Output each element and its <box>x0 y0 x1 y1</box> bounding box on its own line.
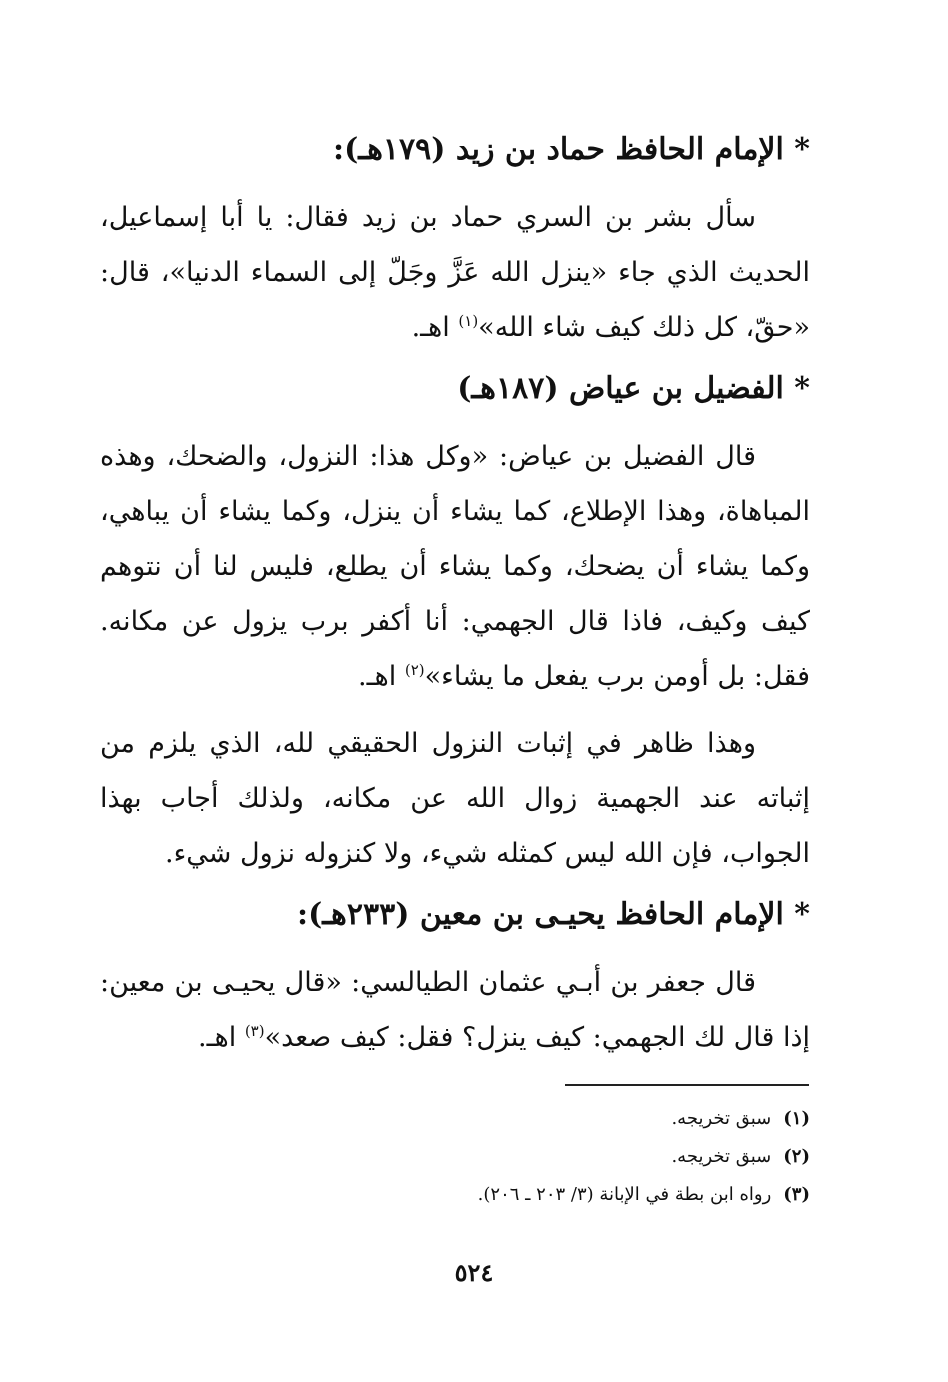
paragraph-text: سأل بشر بن السري حماد بن زيد فقال: يا أبا إسماعيل، الحديث الذي جاء «ينزل الله عَزَّ وجَلّ إلى السماء الدنيا»، قال: «حقّ، كل ذلك كيف شاء الله» <box>100 202 810 343</box>
paragraph <box>100 190 810 355</box>
footnotes <box>290 1100 810 1214</box>
section-heading: * الفضيل بن عياض (١٨٧هـ) <box>457 371 810 406</box>
section-yahya <box>100 893 810 1065</box>
paragraph <box>100 955 810 1065</box>
section-fudayl <box>100 367 810 881</box>
footnote-ref[interactable]: (٢) <box>404 661 425 679</box>
paragraph-text: قال الفضيل بن عياض: «وكل هذا: النزول، والضحك، وهذه المباهاة، وهذا الإطلاع، كما يشاء أن ينزل، وكما يشاء أن يباهي، وكما يشاء أن يضحك، وكما يشاء أن يطلع، فليس لنا أن نتوهم كيف وكيف، فاذا قال الجهمي: أنا أكفر برب يزول عن مكانه. فقل: بل أومن برب يفعل ما يشاء» <box>100 441 810 692</box>
footnote-item <box>290 1176 810 1214</box>
paragraph-tail: اهـ. <box>197 1022 245 1053</box>
paragraph-tail: اهـ. <box>358 661 405 692</box>
paragraph-tail: اهـ. <box>411 312 459 343</box>
page-number: ٥٢٤ <box>454 1258 494 1287</box>
section-heading: * الإمام الحافظ يحيـى بن معين (٢٣٣هـ): <box>297 897 810 932</box>
footnote-text: رواه ابن بطة في الإبانة (٣/ ٢٠٣ ـ ٢٠٦). <box>477 1184 772 1205</box>
section-heading: * الإمام الحافظ حماد بن زيد (١٧٩هـ): <box>333 132 810 167</box>
paragraph <box>100 716 810 881</box>
paragraph <box>100 429 810 704</box>
footnote-number: (١) <box>783 1108 810 1129</box>
footnote-number: (٢) <box>783 1146 810 1167</box>
footnote-separator <box>565 1084 809 1086</box>
paragraph-text: وهذا ظاهر في إثبات النزول الحقيقي لله، الذي يلزم من إثباته عند الجهمية زوال الله عن مكانه، ولذلك أجاب بهذا الجواب، فإن الله ليس كمثله شيء، ولا كنزوله نزول شيء. <box>100 728 810 869</box>
footnote-text: سبق تخريجه. <box>671 1108 772 1129</box>
footnote-number: (٣) <box>783 1184 810 1205</box>
section-hammad <box>100 128 810 355</box>
footnote-text: سبق تخريجه. <box>671 1146 772 1167</box>
footnote-ref[interactable]: (١) <box>458 312 479 330</box>
footnote-item <box>290 1100 810 1138</box>
footnote-ref[interactable]: (٣) <box>244 1022 265 1040</box>
footnote-item <box>290 1138 810 1176</box>
page-body <box>100 128 810 1077</box>
paragraph-text: قال جعفر بن أبـي عثمان الطيالسي: «قال يحيـى بن معين: إذا قال لك الجهمي: كيف ينزل؟ فقل: كيف صعد» <box>100 967 810 1053</box>
